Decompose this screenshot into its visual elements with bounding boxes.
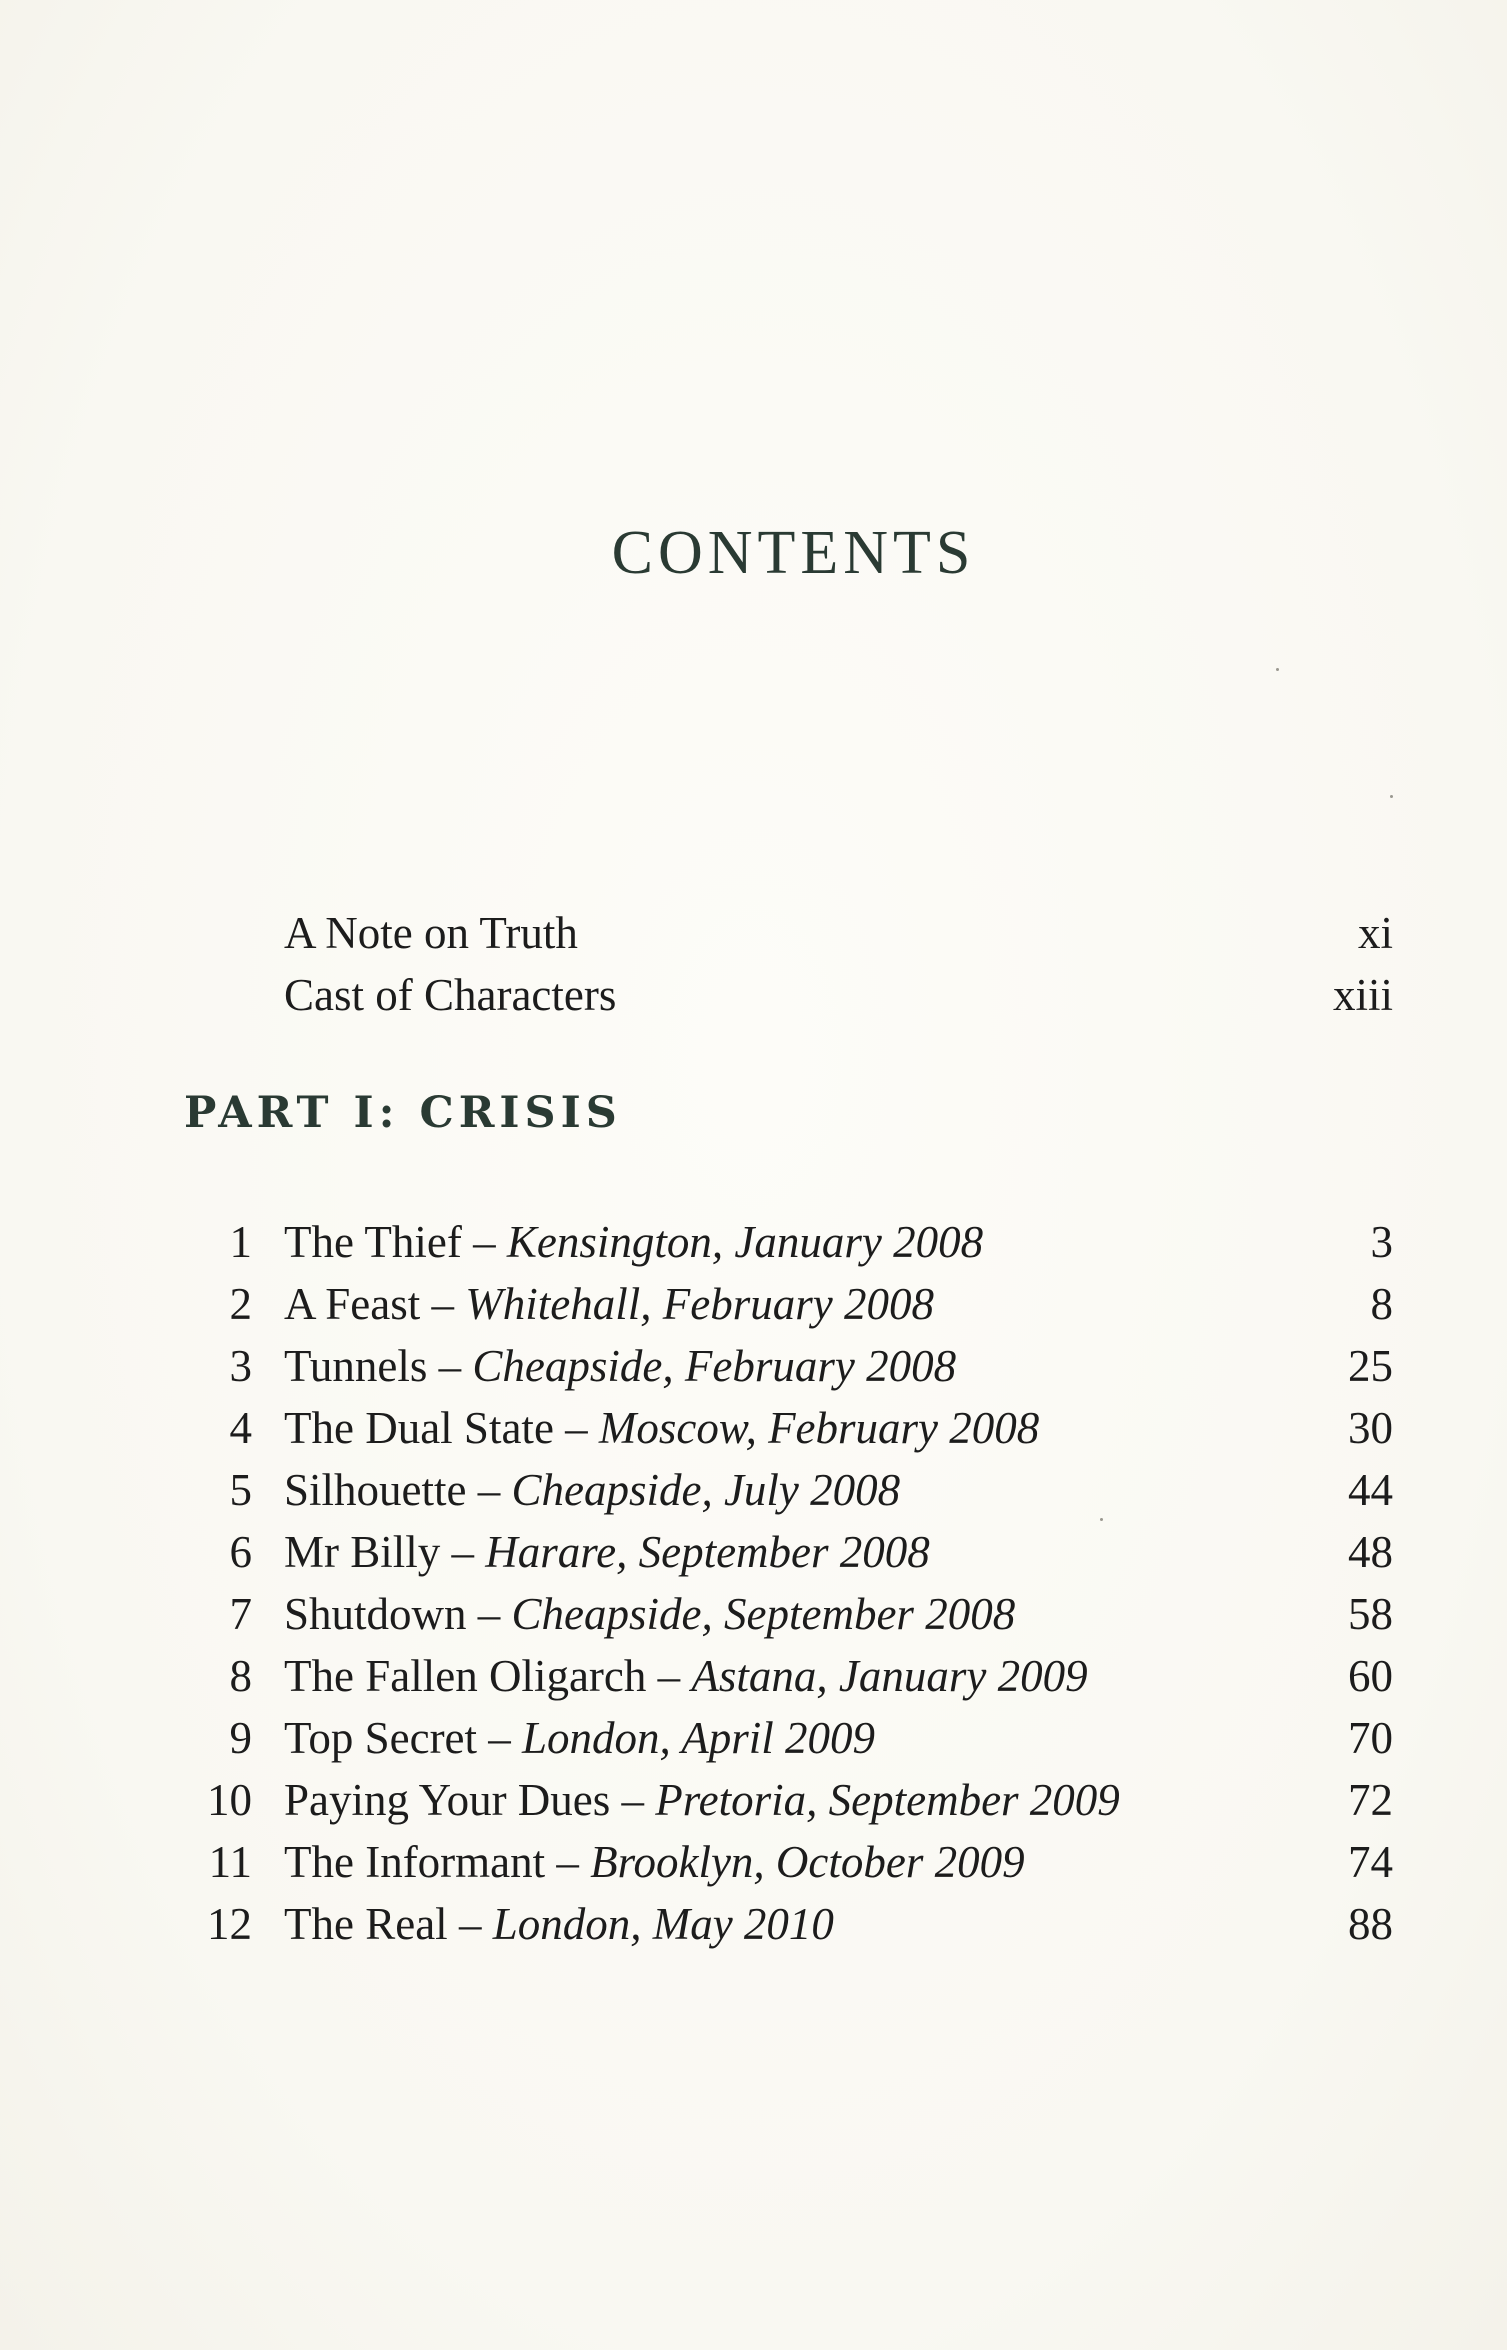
chapter-page-number: 8 [1370, 1279, 1393, 1329]
chapter-page-number: 72 [1348, 1775, 1393, 1825]
chapter-place-date: Astana, January 2009 [691, 1651, 1088, 1701]
chapter-title: Top Secret [284, 1713, 478, 1763]
chapter-place-date: London, April 2009 [522, 1713, 875, 1763]
chapter-entry[interactable] [0, 1708, 1507, 1768]
chapter-title: Paying Your Dues [284, 1775, 611, 1825]
entry-title: A Note on Truth [284, 908, 578, 958]
chapter-page-number: 30 [1348, 1403, 1393, 1453]
chapter-separator: – [646, 1651, 692, 1701]
chapter-number: 1 [229, 1217, 252, 1267]
chapter-title: The Dual State [284, 1403, 554, 1453]
chapter-separator: – [427, 1341, 473, 1391]
chapter-page-number: 48 [1348, 1527, 1393, 1577]
chapter-separator: – [466, 1589, 512, 1639]
chapter-title: Shutdown [284, 1589, 467, 1639]
chapter-entry[interactable] [0, 1460, 1507, 1520]
entry-page-number: xiii [1332, 970, 1393, 1020]
chapter-entry[interactable] [0, 1522, 1507, 1582]
chapter-number: 4 [229, 1403, 252, 1453]
chapter-entry[interactable] [0, 1832, 1507, 1892]
chapter-number: 9 [229, 1713, 252, 1763]
chapter-title: Mr Billy [284, 1527, 441, 1577]
front-matter-entry[interactable] [0, 965, 1507, 1025]
chapter-place-date: Pretoria, September 2009 [655, 1775, 1120, 1825]
chapter-title: Tunnels [284, 1341, 428, 1391]
chapter-place-date: Kensington, January 2008 [506, 1217, 984, 1267]
chapter-separator: – [545, 1837, 591, 1887]
chapter-number: 6 [229, 1527, 252, 1577]
chapter-entry[interactable] [0, 1212, 1507, 1272]
chapter-title: The Real [284, 1899, 448, 1949]
chapter-entry[interactable] [0, 1646, 1507, 1706]
chapter-entry[interactable] [0, 1398, 1507, 1458]
chapter-place-date: Cheapside, February 2008 [472, 1341, 957, 1391]
chapter-place-date: Brooklyn, October 2009 [590, 1837, 1025, 1887]
paper-speck [1100, 1518, 1103, 1521]
chapter-place-date: Cheapside, September 2008 [511, 1589, 1016, 1639]
chapter-page-number: 74 [1348, 1837, 1393, 1887]
part-heading: PART I: CRISIS [184, 1088, 622, 1138]
chapter-title: The Fallen Oligarch [284, 1651, 647, 1701]
chapter-entry[interactable] [0, 1894, 1507, 1954]
chapter-separator: – [461, 1217, 507, 1267]
paper-speck [1276, 668, 1279, 671]
chapter-title: The Informant [284, 1837, 546, 1887]
chapter-number: 7 [229, 1589, 252, 1639]
chapter-number: 3 [229, 1341, 252, 1391]
chapter-separator: – [466, 1465, 512, 1515]
chapter-separator: – [553, 1403, 599, 1453]
chapter-separator: – [440, 1527, 486, 1577]
chapter-number: 8 [229, 1651, 252, 1701]
chapter-entry[interactable] [0, 1584, 1507, 1644]
chapter-place-date: Harare, September 2008 [485, 1527, 930, 1577]
chapter-page-number: 25 [1348, 1341, 1393, 1391]
chapter-page-number: 44 [1348, 1465, 1393, 1515]
chapter-separator: – [447, 1899, 493, 1949]
entry-title: Cast of Characters [284, 970, 617, 1020]
chapter-page-number: 88 [1348, 1899, 1393, 1949]
chapter-number: 11 [208, 1837, 252, 1887]
chapter-title: Silhouette [284, 1465, 467, 1515]
chapter-title: The Thief [284, 1217, 462, 1267]
chapter-place-date: Cheapside, July 2008 [511, 1465, 901, 1515]
chapter-separator: – [477, 1713, 523, 1763]
chapter-entry[interactable] [0, 1336, 1507, 1396]
chapter-entry[interactable] [0, 1274, 1507, 1334]
chapter-separator: – [610, 1775, 656, 1825]
chapter-number: 10 [207, 1775, 252, 1825]
chapter-place-date: London, May 2010 [492, 1899, 834, 1949]
chapter-page-number: 70 [1348, 1713, 1393, 1763]
chapter-place-date: Moscow, February 2008 [598, 1403, 1040, 1453]
entry-page-number: xi [1357, 908, 1393, 958]
chapter-page-number: 3 [1370, 1217, 1393, 1267]
chapter-number: 5 [229, 1465, 252, 1515]
chapter-number: 2 [229, 1279, 252, 1329]
chapter-entry[interactable] [0, 1770, 1507, 1830]
front-matter-entry[interactable] [0, 903, 1507, 963]
chapter-place-date: Whitehall, February 2008 [465, 1279, 934, 1329]
chapter-page-number: 58 [1348, 1589, 1393, 1639]
chapter-page-number: 60 [1348, 1651, 1393, 1701]
paper-speck [1390, 795, 1393, 798]
chapter-separator: – [420, 1279, 466, 1329]
chapter-title: A Feast [284, 1279, 421, 1329]
chapter-number: 12 [207, 1899, 252, 1949]
page-title: CONTENTS [611, 519, 976, 587]
